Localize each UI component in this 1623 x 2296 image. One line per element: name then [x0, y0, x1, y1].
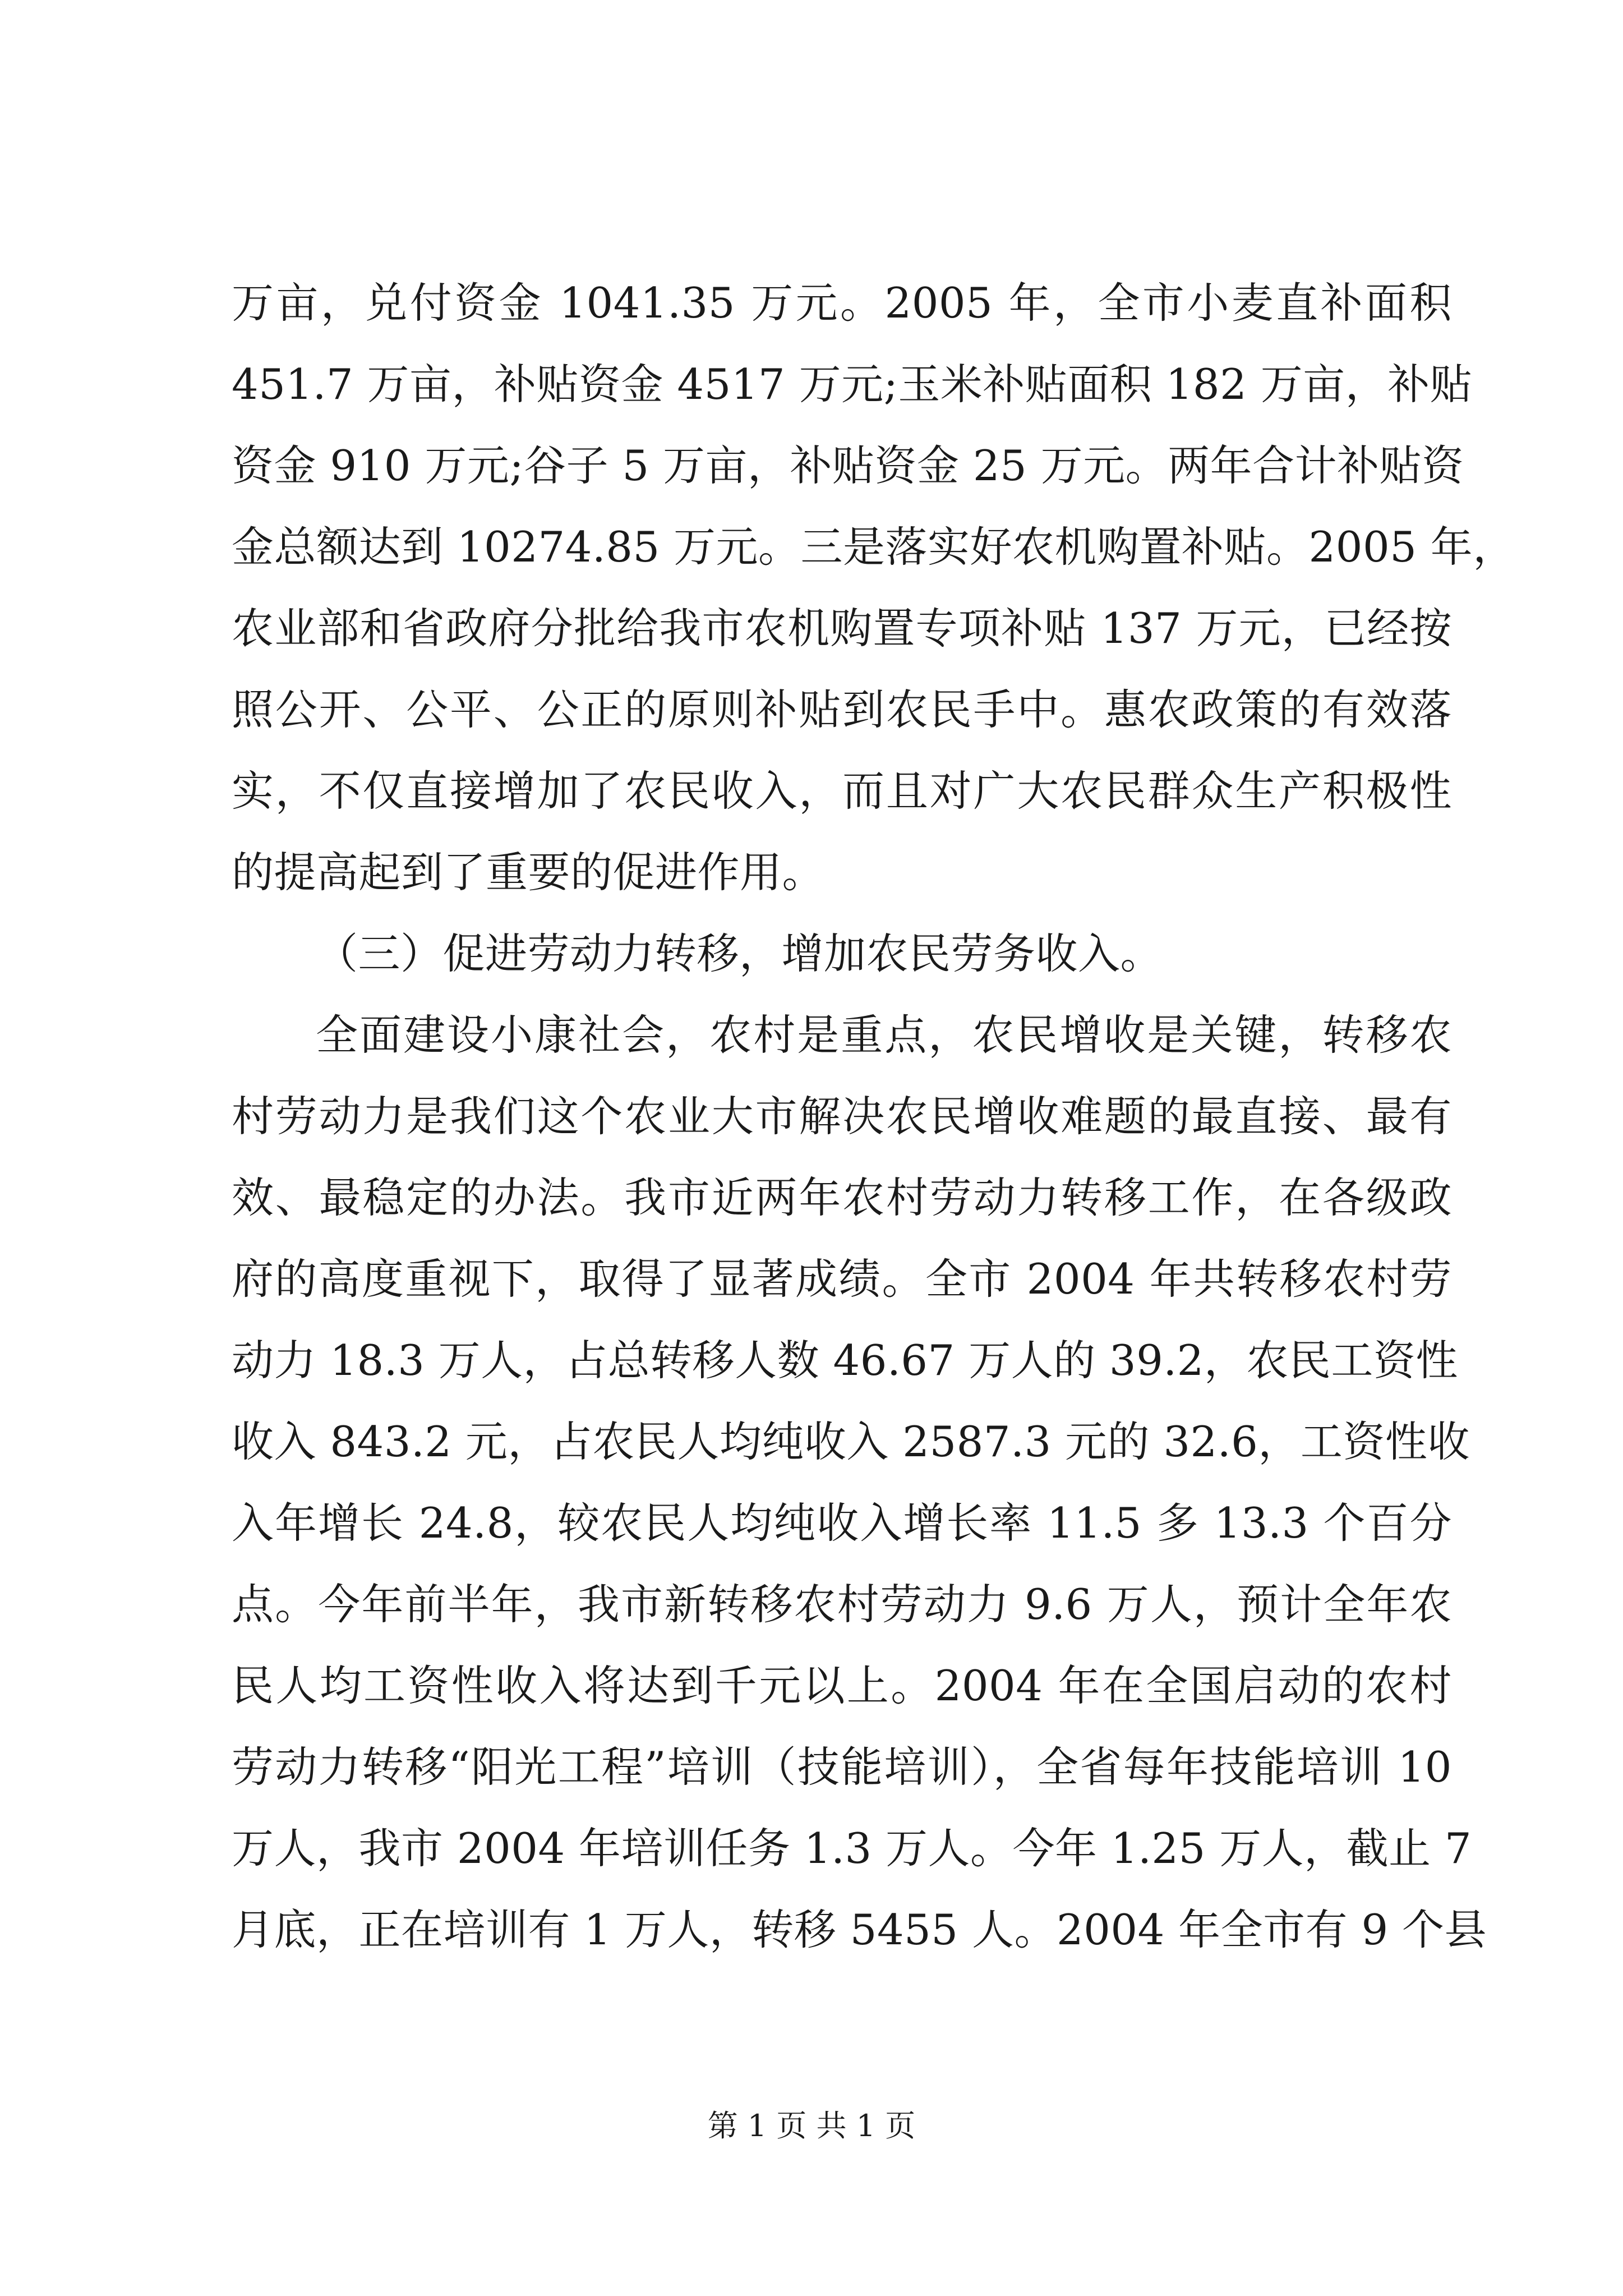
text-line: 收入 843.2 元，占农民人均纯收入 2587.3 元的 32.6，工资性收 — [232, 1417, 1470, 1466]
text-line: 民人均工资性收入将达到千元以上。2004 年在全国启动的农村 — [232, 1661, 1452, 1710]
text-line: 金总额达到 10274.85 万元。三是落实好农机购置补贴。2005 年， — [232, 522, 1515, 572]
text-line: 点。今年前半年，我市新转移农村劳动力 9.6 万人，预计全年农 — [232, 1580, 1452, 1629]
text-line: 万亩，兑付资金 1041.35 万元。2005 年，全市小麦直补面积 — [232, 278, 1452, 328]
text-line: 村劳动力是我们这个农业大市解决农民增收难题的最直接、最有 — [232, 1092, 1452, 1141]
text-line: 动力 18.3 万人，占总转移人数 46.67 万人的 39.2，农民工资性 — [232, 1336, 1458, 1385]
section-heading: （三）促进劳动力转移，增加农民劳务收入。 — [316, 929, 1163, 978]
text-line: 劳动力转移“阳光工程”培训（技能培训），全省每年技能培训 10 — [232, 1742, 1452, 1792]
text-line: 实，不仅直接增加了农民收入，而且对广大农民群众生产积极性 — [232, 766, 1452, 816]
text-line: 府的高度重视下，取得了显著成绩。全市 2004 年共转移农村劳 — [232, 1254, 1452, 1304]
text-line: 农业部和省政府分批给我市农机购置专项补贴 137 万元，已经按 — [232, 604, 1452, 653]
text-line: 的提高起到了重要的促进作用。 — [232, 848, 825, 897]
text-line: 月底，正在培训有 1 万人，转移 5455 人。2004 年全市有 9 个县 — [232, 1905, 1487, 1954]
text-line: 451.7 万亩，补贴资金 4517 万元;玉米补贴面积 182 万亩，补贴 — [232, 360, 1473, 409]
page-number-label: 第 1 页 共 1 页 — [707, 2108, 916, 2143]
text-line: 入年增长 24.8，较农民人均纯收入增长率 11.5 多 13.3 个百分 — [232, 1498, 1452, 1548]
document-body — [232, 263, 1515, 1971]
text-line: 效、最稳定的办法。我市近两年农村劳动力转移工作，在各级政 — [232, 1173, 1452, 1222]
text-line: 照公开、公平、公正的原则补贴到农民手中。惠农政策的有效落 — [232, 685, 1452, 734]
page-footer — [0, 2106, 1623, 2146]
text-line: 万人，我市 2004 年培训任务 1.3 万人。今年 1.25 万人，截止 7 — [232, 1824, 1472, 1873]
text-line: 全面建设小康社会，农村是重点，农民增收是关键，转移农 — [316, 1010, 1452, 1060]
text-line: 资金 910 万元;谷子 5 万亩，补贴资金 25 万元。两年合计补贴资 — [232, 441, 1464, 490]
